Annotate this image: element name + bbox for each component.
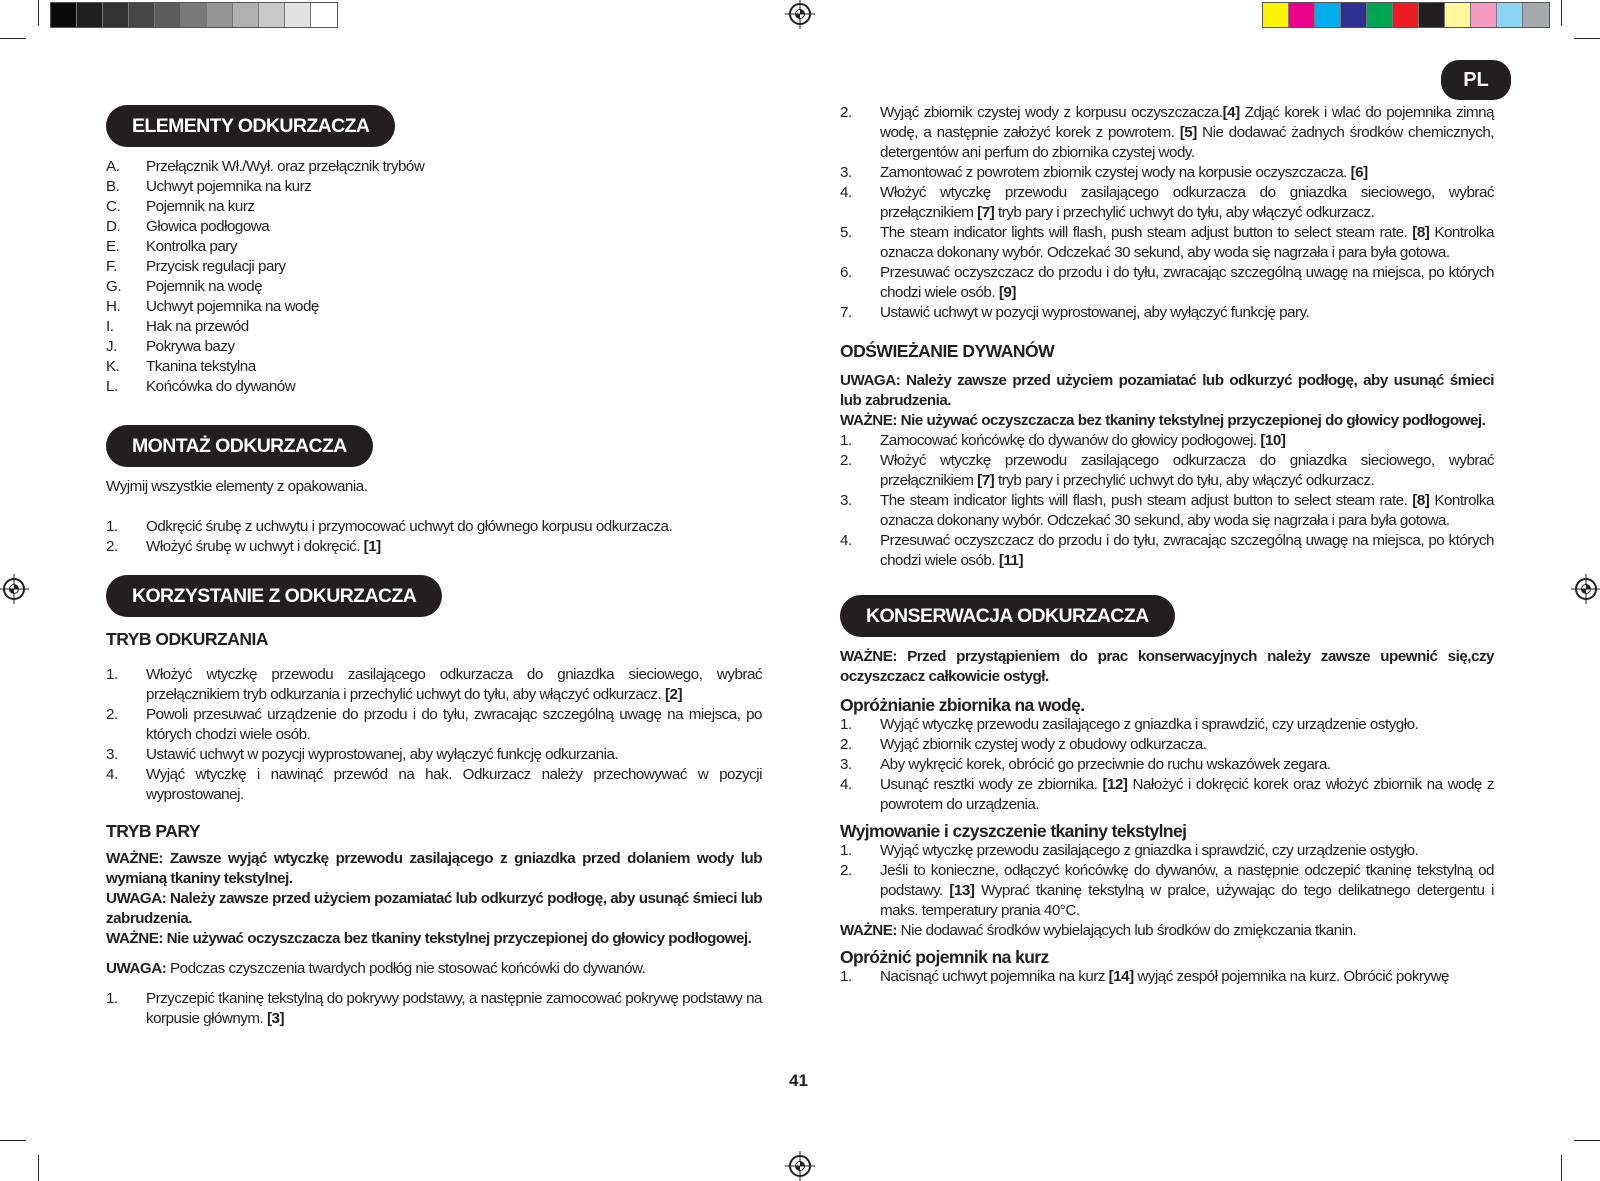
- color-swatch: [181, 3, 207, 27]
- water-tank-steps: [840, 715, 1494, 815]
- carpet-steps: [840, 431, 1494, 571]
- list-item: 3. The steam indicator lights will flash, push steam adjust button to select steam rate. [8] Kontrolka oznacza dokonany wybór. Odczekać 30 sekund, aby woda się nagrzała i para była gotowa.: [840, 492, 1494, 529]
- list-item: 1. Wyjąć wtyczkę przewodu zasilającego z gniazdka i sprawdzić, czy urządzenie ostygło.: [840, 842, 1419, 859]
- color-swatch: [1341, 3, 1367, 27]
- list-item: 2. Włożyć śrubę w uchwyt i dokręcić. [1]: [106, 538, 381, 555]
- list-item: 1. Przyczepić tkaninę tekstylną do pokrywy podstawy, a następnie zamocować pokrywę podstawy na korpusie głównym. [3]: [106, 990, 762, 1027]
- subheading-tryb-pary: TRYB PARY: [106, 821, 201, 841]
- cloth-note: WAŻNE: Nie dodawać środków wybielających lub środków do zmiękczania tkanin.: [840, 922, 1357, 939]
- grey-color-bar: [50, 2, 338, 28]
- color-swatch: [1419, 3, 1445, 27]
- list-item: 3. Zamontować z powrotem zbiornik czystej wody na korpusie oczyszczacza. [6]: [840, 164, 1368, 181]
- list-item: C. Pojemnik na kurz: [106, 198, 255, 215]
- cloth-steps: [840, 841, 1494, 921]
- parts-list: [106, 157, 762, 397]
- list-item: 4. Wyjąć wtyczkę i nawinąć przewód na hak. Odkurzacz należy przechowywać w pozycji wyprostowanej.: [106, 766, 762, 803]
- warning-text: WAŻNE: Zawsze wyjąć wtyczkę przewodu zasilającego z gniazdka przed dolaniem wody lub wymianą tkaniny tekstylnej.: [106, 850, 762, 887]
- list-item: 1. Nacisnąć uchwyt pojemnika na kurz [14] wyjąć zespół pojemnika na kurz. Obrócić pokrywę: [840, 968, 1449, 985]
- warning-text: UWAGA: Należy zawsze przed użyciem pozamiatać lub odkurzyć podłogę, aby usunąć śmieci lub zabrudzenia.: [106, 890, 762, 927]
- subheading-odswiezanie: ODŚWIEŻANIE DYWANÓW: [840, 341, 1055, 361]
- list-item: I. Hak na przewód: [106, 318, 249, 335]
- page-number: 41: [789, 1071, 808, 1090]
- list-item: 3. Aby wykręcić korek, obrócić go przeciwnie do ruchu wskazówek zegara.: [840, 756, 1331, 773]
- color-swatch: [1289, 3, 1315, 27]
- crop-mark: [1574, 1140, 1600, 1141]
- list-item: A. Przełącznik Wł./Wył. oraz przełącznik trybów: [106, 158, 425, 175]
- list-item: 4. Usunąć resztki wody ze zbiornika. [12] Nałożyć i dokręcić korek oraz włożyć zbiornik na wodę z powrotem do urządzenia.: [840, 776, 1494, 813]
- crop-mark: [0, 1140, 26, 1141]
- list-item: 2. Wyjąć zbiornik czystej wody z korpusu oczyszczacza.[4] Zdjąć korek i wlać do pojemnika zimną wodę, a następnie założyć korek z powrotem. [5] Nie dodawać żadnych środków chemicznych, detergentów ani perfum do zbiornika czystej wody.: [840, 104, 1495, 161]
- list-item: L. Końcówka do dywanów: [106, 378, 296, 395]
- color-swatch: [1471, 3, 1497, 27]
- registration-mark-icon: [789, 1155, 811, 1177]
- crop-mark: [1561, 0, 1562, 26]
- list-item: D. Głowica podłogowa: [106, 218, 270, 235]
- list-item: 4. Przesuwać oczyszczacz do przodu i do tyłu, zwracając szczególną uwagę na miejsca, po których chodzi wiele osób. [11]: [840, 532, 1494, 569]
- color-swatch: [285, 3, 311, 27]
- color-swatch: [1367, 3, 1393, 27]
- list-item: 1. Zamocować końcówkę do dywanów do głowicy podłogowej. [10]: [840, 432, 1286, 449]
- color-swatch: [129, 3, 155, 27]
- list-item: H. Uchwyt pojemnika na wodę: [106, 298, 319, 315]
- color-swatch: [1523, 3, 1549, 27]
- crop-mark: [38, 0, 39, 26]
- color-swatch: [1315, 3, 1341, 27]
- registration-mark-icon: [1575, 578, 1597, 600]
- montaz-intro: Wyjmij wszystkie elementy z opakowania.: [106, 478, 368, 495]
- color-swatch: [259, 3, 285, 27]
- color-swatch: [311, 3, 337, 27]
- section-title-elementy: ELEMENTY ODKURZACZA: [106, 105, 395, 147]
- list-item: 1. Odkręcić śrubę z uchwytu i przymocować uchwyt do głównego korpusu odkurzacza.: [106, 518, 673, 535]
- list-item: 4. Włożyć wtyczkę przewodu zasilającego odkurzacza do gniazdka sieciowego, wybrać przełącznikiem [7] tryb pary i przechylić uchwyt do tyłu, aby włączyć odkurzacz.: [840, 184, 1494, 221]
- list-item: B. Uchwyt pojemnika na kurz: [106, 178, 312, 195]
- section-title-korzystanie: KORZYSTANIE Z ODKURZACZA: [106, 575, 442, 617]
- subheading-tryb-odkurzania: TRYB ODKURZANIA: [106, 629, 268, 649]
- list-item: 1. Wyjąć wtyczkę przewodu zasilającego z gniazdka i sprawdzić, czy urządzenie ostygło.: [840, 716, 1419, 733]
- list-item: F. Przycisk regulacji pary: [106, 258, 286, 275]
- registration-mark-icon: [789, 3, 811, 25]
- carpet-warnings: [840, 371, 1494, 431]
- color-swatch: [1393, 3, 1419, 27]
- list-item: 2. Powoli przesuwać urządzenie do przodu i do tyłu, zwracając szczególną uwagę na miejsca, po których chodzi wiele osób.: [106, 706, 762, 743]
- color-swatch: [155, 3, 181, 27]
- list-item: 3. Ustawić uchwyt w pozycji wyprostowanej, aby wyłączyć funkcję odkurzania.: [106, 746, 619, 763]
- list-item: 6. Przesuwać oczyszczacz do przodu i do tyłu, zwracając szczególną uwagę na miejsca, po których chodzi wiele osób. [9]: [840, 264, 1494, 301]
- list-item: 5. The steam indicator lights will flash, push steam adjust button to select steam rate. [8] Kontrolka oznacza dokonany wybór. Odczekać 30 sekund, aby woda się nagrzała i para była gotowa.: [840, 224, 1494, 261]
- dust-steps: [840, 967, 1494, 987]
- list-item: 1. Włożyć wtyczkę przewodu zasilającego odkurzacza do gniazdka sieciowego, wybrać przełącznikiem tryb odkurzania i przechylić uchwyt do tyłu, aby włączyć odkurzacz. [2]: [106, 666, 762, 703]
- list-item: 2. Jeśli to konieczne, odłączyć końcówkę do dywanów, a następnie odczepić tkaninę tekstylną od podstawy. [13] Wyprać tkaninę tekstylną w pralce, używając do tego delikatnego detergentu i maks. temperatury prania 40°C.: [840, 862, 1494, 919]
- registration-mark-icon: [3, 578, 25, 600]
- steam-steps-continued: [840, 103, 1494, 323]
- subheading-kurz: Opróżnić pojemnik na kurz: [840, 947, 1049, 967]
- crop-mark: [0, 38, 26, 39]
- color-swatch: [1263, 3, 1289, 27]
- montaz-steps: [106, 517, 762, 557]
- subheading-oproznianie: Opróżnianie zbiornika na wodę.: [840, 695, 1085, 715]
- color-swatch: [233, 3, 259, 27]
- list-item: K. Tkanina tekstylna: [106, 358, 256, 375]
- section-title-montaz: MONTAŻ ODKURZACZA: [106, 425, 373, 467]
- crop-mark: [38, 1155, 39, 1181]
- list-item: 2. Wyjąć zbiornik czystej wody z obudowy odkurzacza.: [840, 736, 1207, 753]
- color-swatch: [1445, 3, 1471, 27]
- subheading-tkanina: Wyjmowanie i czyszczenie tkaniny tekstylnej: [840, 821, 1187, 841]
- steam-warnings: [106, 849, 762, 949]
- color-swatch: [103, 3, 129, 27]
- left-column: [106, 105, 762, 1029]
- process-color-bar: [1262, 2, 1550, 28]
- color-swatch: [1497, 3, 1523, 27]
- list-item: 2. Włożyć wtyczkę przewodu zasilającego odkurzacza do gniazdka sieciowego, wybrać przełącznikiem [7] tryb pary i przechylić uchwyt do tyłu, aby włączyć odkurzacz.: [840, 452, 1494, 489]
- crop-mark: [1561, 1155, 1562, 1181]
- list-item: G. Pojemnik na wodę: [106, 278, 263, 295]
- crop-mark: [1574, 38, 1600, 39]
- vacuum-steps: [106, 665, 762, 805]
- list-item: 7. Ustawić uchwyt w pozycji wyprostowanej, aby wyłączyć funkcję pary.: [840, 304, 1310, 321]
- warning-text: WAŻNE: Przed przystąpieniem do prac konserwacyjnych należy zawsze upewnić się,czy oczyszczacz całkowicie ostygł.: [840, 648, 1494, 685]
- warning-text: UWAGA: Należy zawsze przed użyciem pozamiatać lub odkurzyć podłogę, aby usunąć śmieci lub zabrudzenia.: [840, 372, 1494, 409]
- list-item: E. Kontrolka pary: [106, 238, 237, 255]
- right-column: [840, 103, 1494, 987]
- warning-text: WAŻNE: Nie używać oczyszczacza bez tkaniny tekstylnej przyczepionej do głowicy podłogowej.: [840, 412, 1486, 429]
- section-title-konserwacja: KONSERWACJA ODKURZACZA: [840, 595, 1175, 637]
- color-swatch: [77, 3, 103, 27]
- color-swatch: [51, 3, 77, 27]
- language-badge: PL: [1441, 60, 1511, 100]
- uwaga-note: UWAGA: Podczas czyszczenia twardych podłóg nie stosować końcówki do dywanów.: [106, 960, 646, 977]
- steam-steps-start: [106, 989, 762, 1029]
- warning-text: WAŻNE: Nie używać oczyszczacza bez tkaniny tekstylnej przyczepionej do głowicy podłogowej.: [106, 930, 752, 947]
- list-item: J. Pokrywa bazy: [106, 338, 235, 355]
- color-swatch: [207, 3, 233, 27]
